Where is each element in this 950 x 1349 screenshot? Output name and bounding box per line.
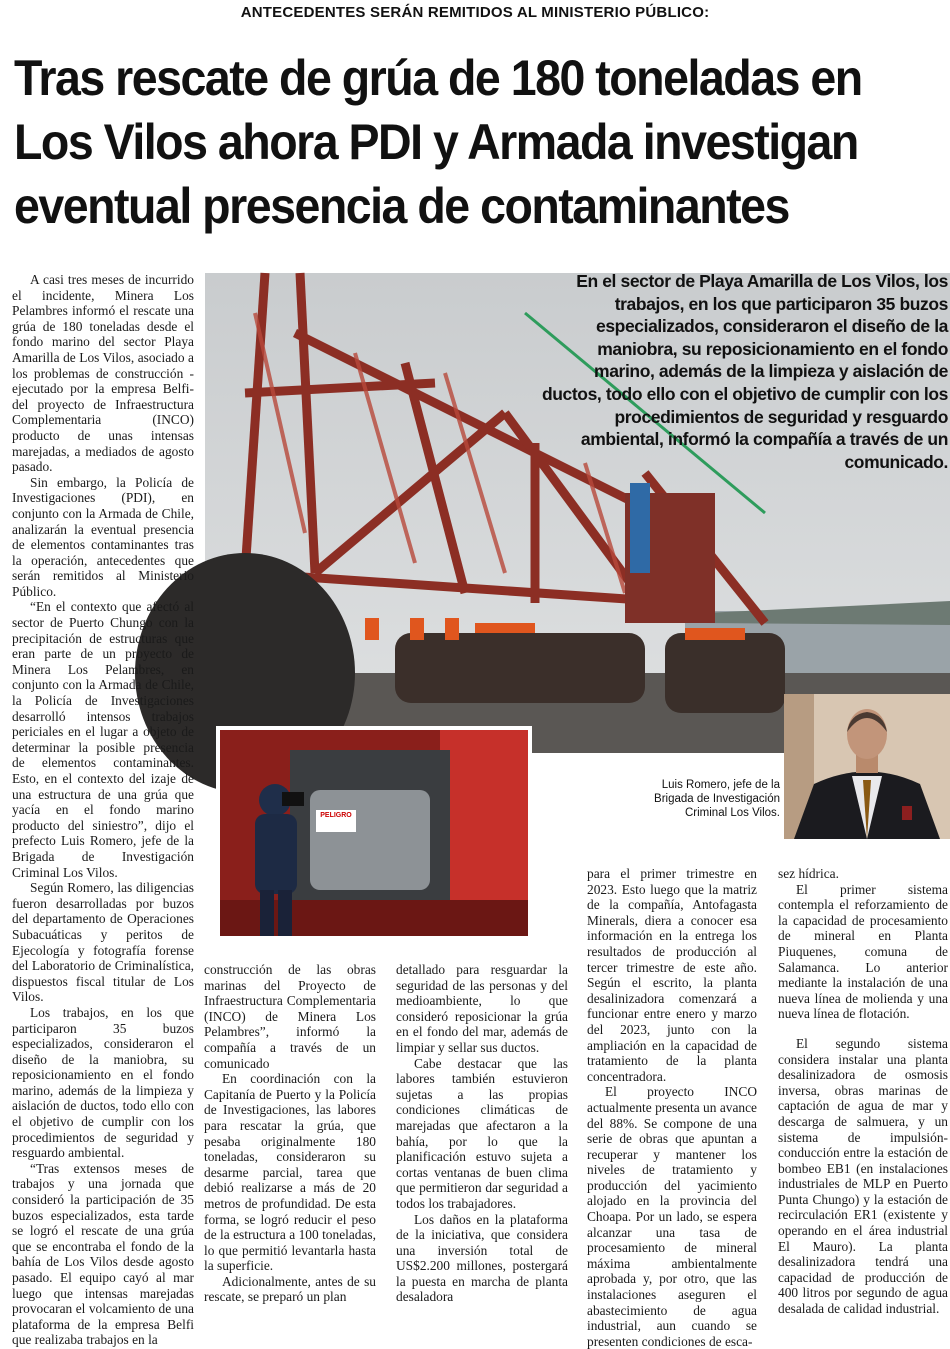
paragraph: En coordinación con la Capitanía de Puerto y la Policía de Investigaciones, las labores para rescatar la grúa, que pesaba originalmente 180 toneladas, consideraron su desarme parcial, tarea que debió realizarse a más de 20 metros de profundidad. De esta forma, se logró reducir el peso de la estructura a 100 toneladas, lo que permitió levantarla hasta la superficie. <box>204 1071 376 1274</box>
paragraph: Según Romero, las diligencias fueron desarrolladas por buzos del departamento de Operaciones Subacuáticas y peritos de Ejecología y fotografía forense del Laboratorio de Criminalística, dispuestos fiscal titular de Los Vilos. <box>12 880 194 1005</box>
paragraph: Sin embargo, la Policía de Investigaciones (PDI), en conjunto con la Armada de Chile, analizarán la eventual presencia de elementos contaminantes tras la operación, antecedentes que serán remitidos al Ministerio Público. <box>12 474 194 599</box>
column-2 <box>204 962 376 1305</box>
lead-paragraph: En el sector de Playa Amarilla de Los Vilos, los trabajos, en los que participaron 35 buzos especializados, consideraron el diseño de la maniobra, su reposicionamiento en el fondo marino, además de la limpieza y aislación de ductos, todo ello con el objetivo de cumplir con los procedimientos de seguridad y resguardo ambiental, informó la compañía a través de un comunicado. <box>541 271 948 472</box>
photo-caption: Luis Romero, jefe de la Brigada de Investigación Criminal Los Vilos. <box>654 779 780 819</box>
danger-sign: PELIGRO <box>320 812 352 819</box>
portrait-photo <box>784 694 950 839</box>
paragraph: detallado para resguardar la seguridad de las personas y del medioambiente, lo que consideró reposicionar la grúa en el fondo del mar, además de limpiar y sellar sus ductos. <box>396 962 568 1055</box>
paragraph: “En el contexto que afectó al sector de Puerto Chungo con la precipitación de estructuras que eran parte de un proyecto de Minera Los Pelambres, en conjunto con la Armada de Chile, la Policía de Investigaciones desarrolló intensos trabajos periciales en el lugar a objeto de determinar la posible presencia de elementos contaminantes. Esto, en el contexto del izaje de una estructura de una grúa que yacía en el fondo marino producto del siniestro”, dijo el prefecto Luis Romero, jefe de la Brigada de Investigación Criminal Los Vilos. <box>12 599 194 880</box>
paragraph: “Tras extensos meses de trabajos y una jornada que consideró la participación de 35 buzos especializados, esta tarde se logró el rescate de una grúa que se encontraba el fondo de la bahía de Los Vilos desde agosto pasado. El equipo cayó al mar luego que intensas marejadas provocaran el volcamiento de una plataforma de la empresa Belfi que realizaba trabajos en la <box>12 1160 194 1348</box>
paragraph: El proyecto INCO actualmente presenta un avance del 88%. Se compone de una serie de obras que apuntan a recuperar y mantener los niveles de tratamiento y producción del yacimiento alojado en la provincia del Choapa. Por un lado, se espera alcanzar una tasa de procesamiento de mineral máxima ambientalmente aprobada y, por otro, que las instalaciones aseguren el abastecimiento de agua industrial, aun cuando se presenten condiciones de esca- <box>587 1084 757 1349</box>
paragraph: Los daños en la plataforma de la iniciativa, que considera una inversión total de US$2.200 millones, postergará la puesta en marcha de planta desaladora <box>396 1211 568 1305</box>
paragraph: para el primer trimestre en 2023. Esto luego que la matriz de la compañía, Antofagasta Minerals, diera a conocer esa información en la entrega los resultados de producción al tercer trimestre de este año. Según el escrito, la planta desalinizadora comenzará a funcionar entre enero y marzo del 2023, junto con la ampliación en la capacidad de tratamiento de la planta concentradora. <box>587 866 757 1084</box>
column-4 <box>587 866 757 1349</box>
headline: Tras rescate de grúa de 180 toneladas en Los Vilos ahora PDI y Armada investigan eventual presencia de contaminantes <box>14 50 862 234</box>
paragraph: El segundo sistema considera instalar una planta desalinizadora de osmosis inversa, obras marinas de captación de agua de mar y descarga de salmuera, y un sistema de impulsión-conducción entre la estación de bombeo EB1 (en instalaciones industriales de MLP en Puerto Punta Chungo) y la estación de recirculación ER1 (existente y operando en el área industrial El Mauro). La planta desalinizadora tendrá una capacidad de producción de 400 litros por segundo de agua desalada de calidad industrial. <box>778 1035 948 1317</box>
investigator-photo <box>216 726 532 940</box>
paragraph: sez hídrica. <box>778 866 839 881</box>
column-1 <box>12 272 194 1348</box>
paragraph: construcción de las obras marinas del Proyecto de Infraestructura Complementaria (INCO) de Minera Los Pelambres”, informó la compañía a través de un comunicado <box>204 962 376 1071</box>
kicker: ANTECEDENTES SERÁN REMITIDOS AL MINISTERIO PÚBLICO: <box>240 4 710 21</box>
paragraph: Los trabajos, en los que participaron 35 buzos especializados, consideraron el diseño de la maniobra, su reposicionamiento en el fondo marino, además de la limpieza y aislación de ductos, todo ello con el objetivo de cumplir con los procedimientos de seguridad y resguardo ambiental. <box>12 1004 194 1161</box>
paragraph: Adicionalmente, antes de su rescate, se preparó un plan <box>204 1273 376 1305</box>
column-5 <box>778 866 948 1317</box>
paragraph: A casi tres meses de incurrido el incidente, Minera Los Pelambres informó el rescate una grúa de 180 toneladas desde el fondo marino del sector Playa Amarilla de Los Vilos, asociado a los problemas de construcción -ejecutado por la empresa Belfi- del proyecto de Infraestructura Complementaria (INCO) producto de unas intensas marejadas, a mediados de agosto pasado. <box>12 272 194 475</box>
column-3 <box>396 962 568 1305</box>
paragraph: El primer sistema contempla el reforzamiento de la capacidad de procesamiento de mineral en Planta Piuquenes, comuna de Salamanca. Lo anterior mediante la instalación de una nueva línea de molienda y una nueva línea de flotación. <box>778 881 948 1022</box>
paragraph: Cabe destacar que las labores también estuvieron sujetas a las propias condiciones climáticas de marejadas que afectaron a la bahía, por lo que la planificación estuvo sujeta a cortas ventanas de buen clima que permitieron dar seguridad a todos los trabajadores. <box>396 1055 568 1211</box>
